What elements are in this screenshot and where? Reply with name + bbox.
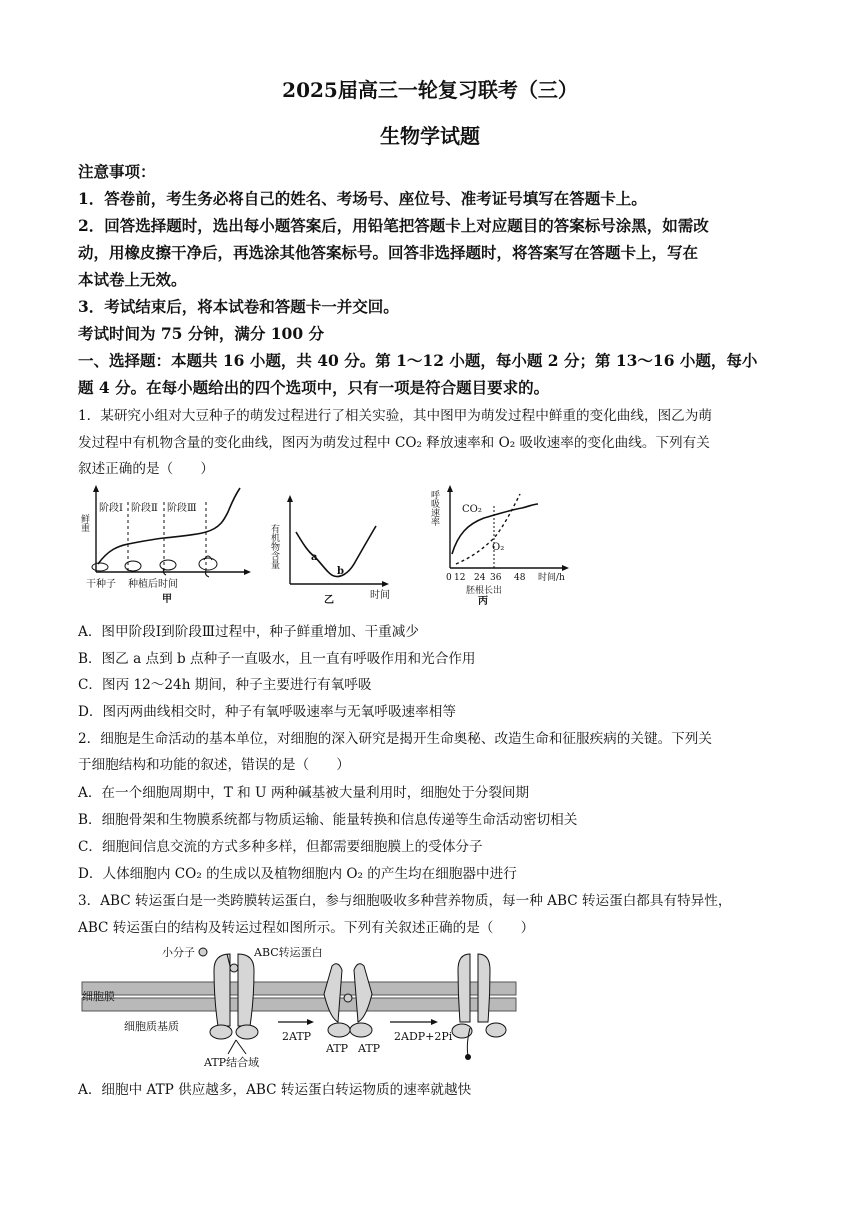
fig-yi-point-a: a bbox=[311, 552, 318, 563]
exam-subtitle: 生物学试题 bbox=[380, 124, 480, 148]
fig-bing-ylabel: 呼吸速率 bbox=[429, 490, 439, 526]
fig-abc-atp-right: ATP bbox=[358, 1042, 381, 1055]
section-heading-line1: 一、选择题：本题共 16 小题，共 40 分。第 1～12 小题，每小题 2 分；第 13～16 小题，每小 bbox=[78, 351, 758, 370]
fig-abc-matrix: 细胞质基质 bbox=[124, 1020, 179, 1033]
fig-bing-xlabel: 时间/h bbox=[538, 573, 565, 583]
fig-yi-ylabel: 有机物含量 bbox=[269, 524, 279, 569]
fig-jia-x2: 种植后时间 bbox=[128, 579, 178, 590]
fig-yi-point-b: b bbox=[337, 566, 344, 577]
fig-jia-x1: 干种子 bbox=[86, 579, 116, 590]
fig-abc-atp-left: ATP bbox=[326, 1042, 349, 1055]
fig-jia-name: 甲 bbox=[162, 594, 172, 605]
fig-bing-o2: O₂ bbox=[492, 542, 505, 553]
fig-bing-tick-36: 36 bbox=[490, 573, 502, 583]
exam-time: 考试时间为 75 分钟，满分 100 分 bbox=[78, 324, 325, 343]
figure-yi bbox=[266, 484, 396, 612]
fig-yi-name: 乙 bbox=[324, 595, 334, 606]
fig-jia-stage-2: 阶段Ⅱ bbox=[131, 503, 158, 514]
q2-option-c: C．细胞间信息交流的方式多种多样，但都需要细胞膜上的受体分子 bbox=[78, 839, 483, 855]
fig-bing-note: 胚根长出 bbox=[466, 586, 503, 596]
fig-jia-ylabel: 鲜重 bbox=[79, 514, 89, 532]
fig-yi-xlabel: 时间 bbox=[370, 590, 390, 601]
fig-abc-2atp: 2ATP bbox=[282, 1030, 312, 1043]
figure-abc-transporter bbox=[78, 940, 528, 1070]
notice-item-1: 1．答卷前，考生务必将自己的姓名、考场号、座位号、准考证号填写在答题卡上。 bbox=[78, 189, 647, 208]
q1-stem-line3: 叙述正确的是（ ） bbox=[78, 461, 214, 477]
fig-bing-tick-48: 48 bbox=[514, 573, 526, 583]
q3-stem-line1: 3．ABC 转运蛋白是一类跨膜转运蛋白，参与细胞吸收多种营养物质，每一种 ABC 转运蛋白都具有特异性， bbox=[78, 893, 732, 909]
q2-option-d: D．人体细胞内 CO₂ 的生成以及植物细胞内 O₂ 的产生均在细胞器中进行 bbox=[78, 866, 517, 882]
notice-item-2-end: 本试卷上无效。 bbox=[78, 270, 187, 289]
q2-stem-line2: 于细胞结构和功能的叙述，错误的是（ ） bbox=[78, 757, 350, 773]
fig-abc-atp-domain: ATP结合域 bbox=[204, 1056, 260, 1069]
notice-item-2-cont: 动，用橡皮擦干净后，再选涂其他答案标号。回答非选择题时，将答案写在答题卡上，写在 bbox=[78, 243, 699, 262]
fig-bing-tick-0: 0 bbox=[446, 573, 452, 583]
q1-option-d: D．图丙两曲线相交时，种子有氧呼吸速率与无氧呼吸速率相等 bbox=[78, 704, 456, 720]
fig-jia-stage-3: 阶段Ⅲ bbox=[167, 503, 197, 514]
fig-abc-protein-label: ABC转运蛋白 bbox=[254, 946, 323, 959]
fig-abc-products: 2ADP+2Pi bbox=[394, 1030, 453, 1043]
fig-bing-tick-12: 12 bbox=[454, 573, 466, 583]
notice-item-3: 3．考试结束后，将本试卷和答题卡一并交回。 bbox=[78, 297, 399, 316]
q3-stem-line2: ABC 转运蛋白的结构及转运过程如图所示。下列有关叙述正确的是（ ） bbox=[78, 920, 535, 936]
q1-option-a: A．图甲阶段Ⅰ到阶段Ⅲ过程中，种子鲜重增加、干重减少 bbox=[78, 624, 419, 640]
fig-abc-membrane: 细胞膜 bbox=[82, 990, 115, 1003]
q1-option-c: C．图丙 12～24h 期间，种子主要进行有氧呼吸 bbox=[78, 677, 372, 693]
q1-option-b: B．图乙 a 点到 b 点种子一直吸水，且一直有呼吸作用和光合作用 bbox=[78, 651, 476, 667]
q2-option-a: A．在一个细胞周期中，T 和 U 两种碱基被大量利用时，细胞处于分裂间期 bbox=[78, 785, 530, 801]
notice-heading: 注意事项： bbox=[78, 162, 156, 181]
q1-stem-line1: 1．某研究小组对大豆种子的萌发过程进行了相关实验，其中图甲为萌发过程中鲜重的变化曲线，图乙为萌 bbox=[78, 408, 712, 424]
fig-abc-small-molecule: 小分子 bbox=[162, 946, 195, 959]
fig-bing-tick-24: 24 bbox=[474, 573, 486, 583]
q1-stem-line2: 发过程中有机物含量的变化曲线，图丙为萌发过程中 CO₂ 释放速率和 O₂ 吸收速率的变化曲线。下列有关 bbox=[78, 435, 710, 451]
q3-option-a: A．细胞中 ATP 供应越多，ABC 转运蛋白转运物质的速率就越快 bbox=[78, 1082, 472, 1098]
exam-title: 2025届高三一轮复习联考（三） bbox=[282, 78, 578, 102]
q2-stem-line1: 2．细胞是生命活动的基本单位，对细胞的深入研究是揭开生命奥秘、改造生命和征服疾病的关键。下列关 bbox=[78, 731, 712, 747]
q2-option-b: B．细胞骨架和生物膜系统都与物质运输、能量转换和信息传递等生命活动密切相关 bbox=[78, 812, 578, 828]
notice-item-2: 2．回答选择题时，选出每小题答案后，用铅笔把答题卡上对应题目的答案标号涂黑，如需改 bbox=[78, 216, 709, 235]
figure-bing bbox=[426, 484, 576, 612]
figure-jia bbox=[78, 484, 258, 612]
section-heading-line2: 题 4 分。在每小题给出的四个选项中，只有一项是符合题目要求的。 bbox=[78, 378, 550, 397]
fig-jia-stage-1: 阶段Ⅰ bbox=[99, 503, 123, 514]
fig-bing-name: 丙 bbox=[478, 596, 488, 607]
fig-bing-co2: CO₂ bbox=[462, 504, 482, 515]
